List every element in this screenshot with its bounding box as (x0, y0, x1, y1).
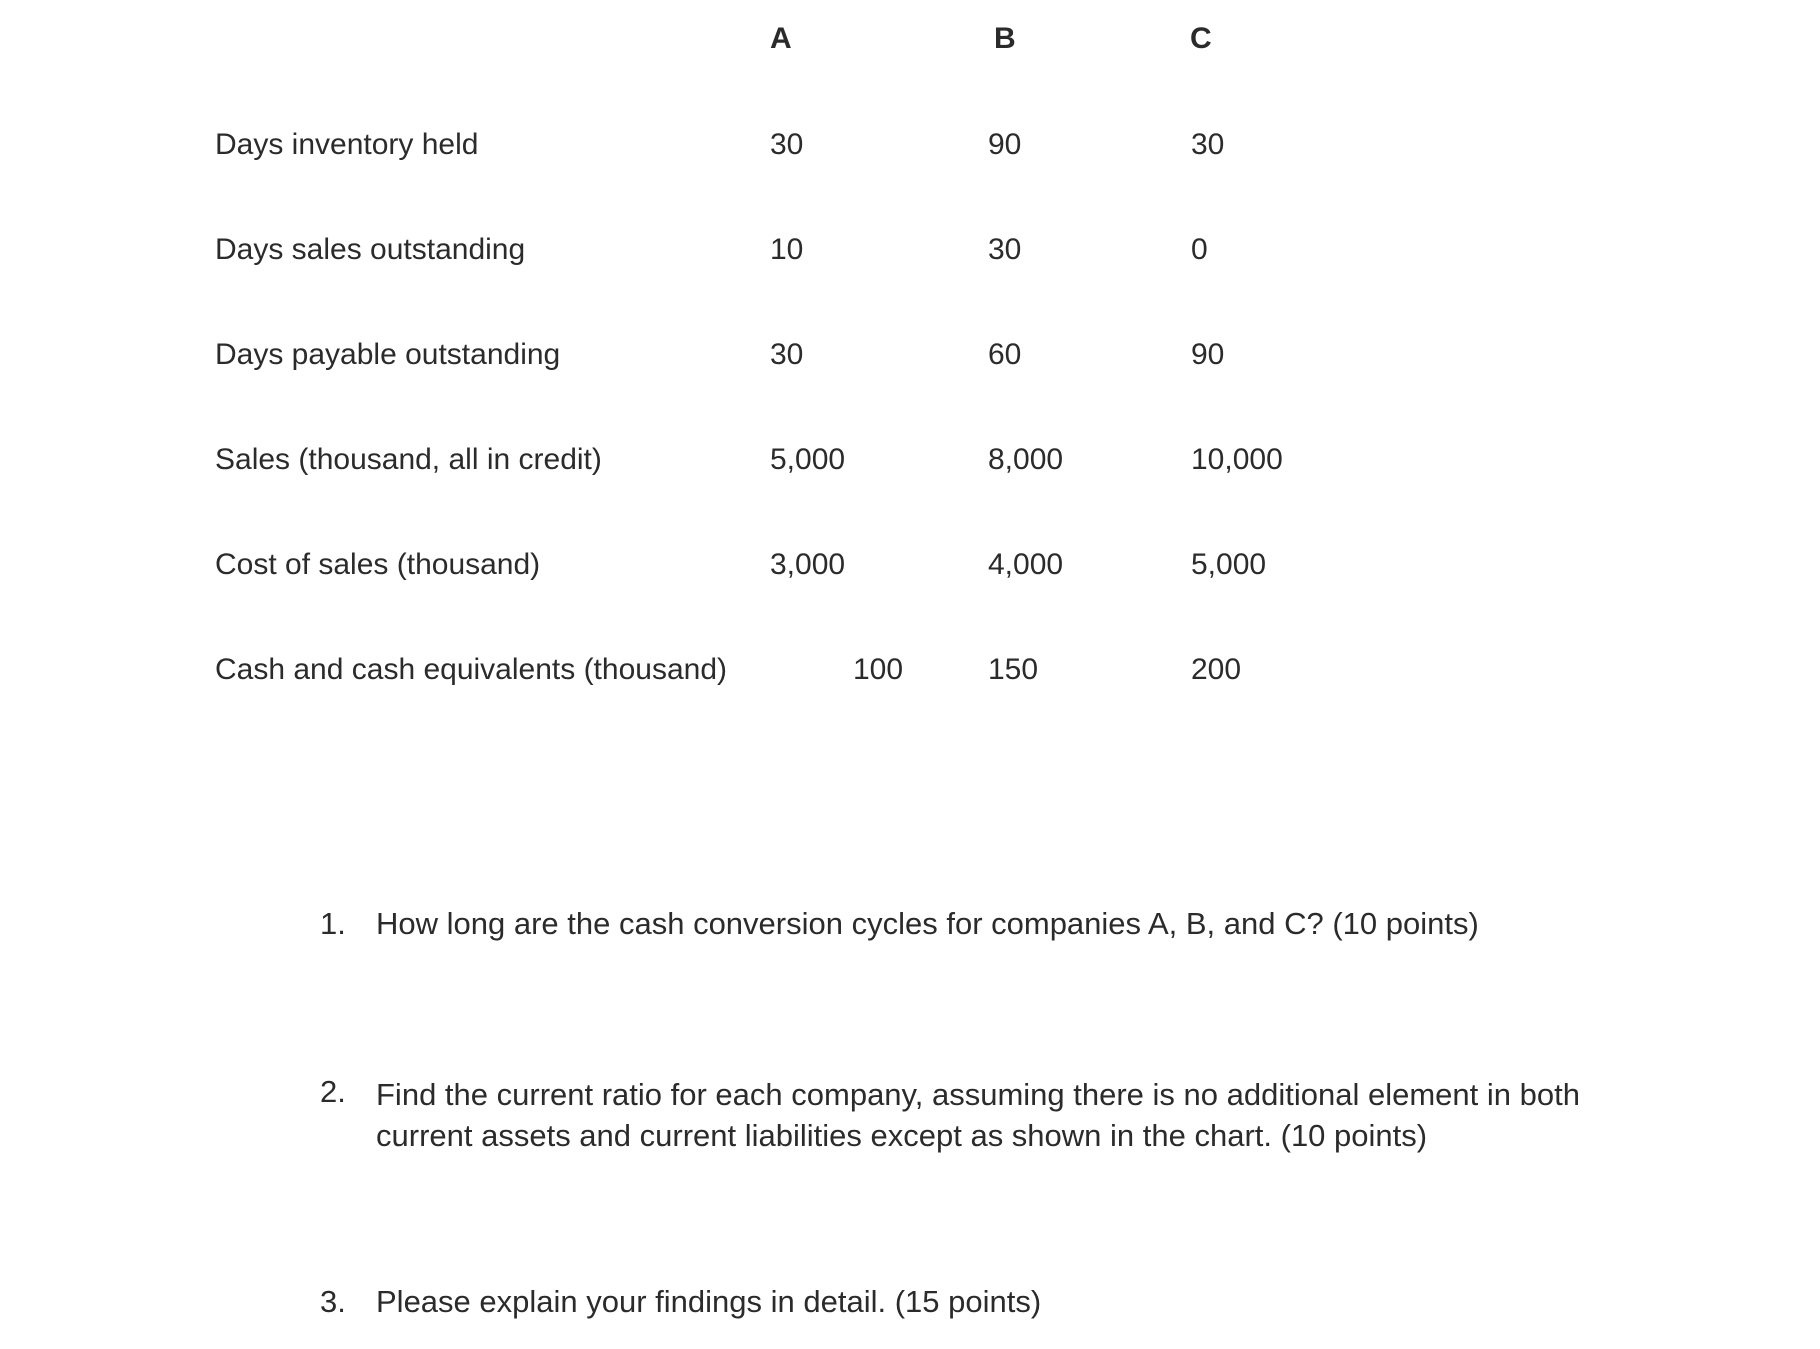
question-2-text: Find the current ratio for each company, assuming there is no additional element in both current assets and current liabilities except as shown in the chart. (10 points) (376, 1077, 1580, 1153)
question-2-number: 2. (320, 1074, 346, 1109)
column-header-c: C (1190, 22, 1212, 55)
question-1-text: How long are the cash conversion cycles for companies A, B, and C? (10 points) (376, 906, 1479, 941)
cell-a-days-payable-outstanding: 30 (770, 338, 804, 371)
row-label-cash-and-cash-equivalents: Cash and cash equivalents (thousand) (215, 653, 727, 686)
column-header-a: A (770, 22, 792, 55)
cell-c-days-sales-outstanding: 0 (1191, 233, 1208, 266)
row-label-days-sales-outstanding: Days sales outstanding (215, 233, 526, 266)
cell-a-sales: 5,000 (770, 443, 846, 476)
question-1-number: 1. (320, 906, 346, 941)
cell-a-days-inventory-held: 30 (770, 128, 804, 161)
cell-a-days-sales-outstanding: 10 (770, 233, 804, 266)
cell-b-cash-and-cash-equivalents: 150 (988, 653, 1039, 686)
cell-b-days-sales-outstanding: 30 (988, 233, 1022, 266)
cell-b-days-inventory-held: 90 (988, 128, 1022, 161)
cell-b-sales: 8,000 (988, 443, 1064, 476)
row-label-cost-of-sales: Cost of sales (thousand) (215, 548, 541, 581)
row-label-sales: Sales (thousand, all in credit) (215, 443, 602, 476)
column-header-b: B (994, 22, 1016, 55)
question-3-text: Please explain your findings in detail. (15 points) (376, 1284, 1042, 1319)
cell-b-days-payable-outstanding: 60 (988, 338, 1022, 371)
cell-c-cash-and-cash-equivalents: 200 (1191, 653, 1242, 686)
question-3-number: 3. (320, 1284, 346, 1319)
cell-c-cost-of-sales: 5,000 (1191, 548, 1267, 581)
cell-c-days-payable-outstanding: 90 (1191, 338, 1225, 371)
row-label-days-payable-outstanding: Days payable outstanding (215, 338, 561, 371)
cell-a-cash-and-cash-equivalents: 100 (853, 653, 904, 686)
cell-c-days-inventory-held: 30 (1191, 128, 1225, 161)
row-label-days-inventory-held: Days inventory held (215, 128, 479, 161)
cell-b-cost-of-sales: 4,000 (988, 548, 1064, 581)
cell-a-cost-of-sales: 3,000 (770, 548, 846, 581)
cell-c-sales: 10,000 (1191, 443, 1283, 476)
